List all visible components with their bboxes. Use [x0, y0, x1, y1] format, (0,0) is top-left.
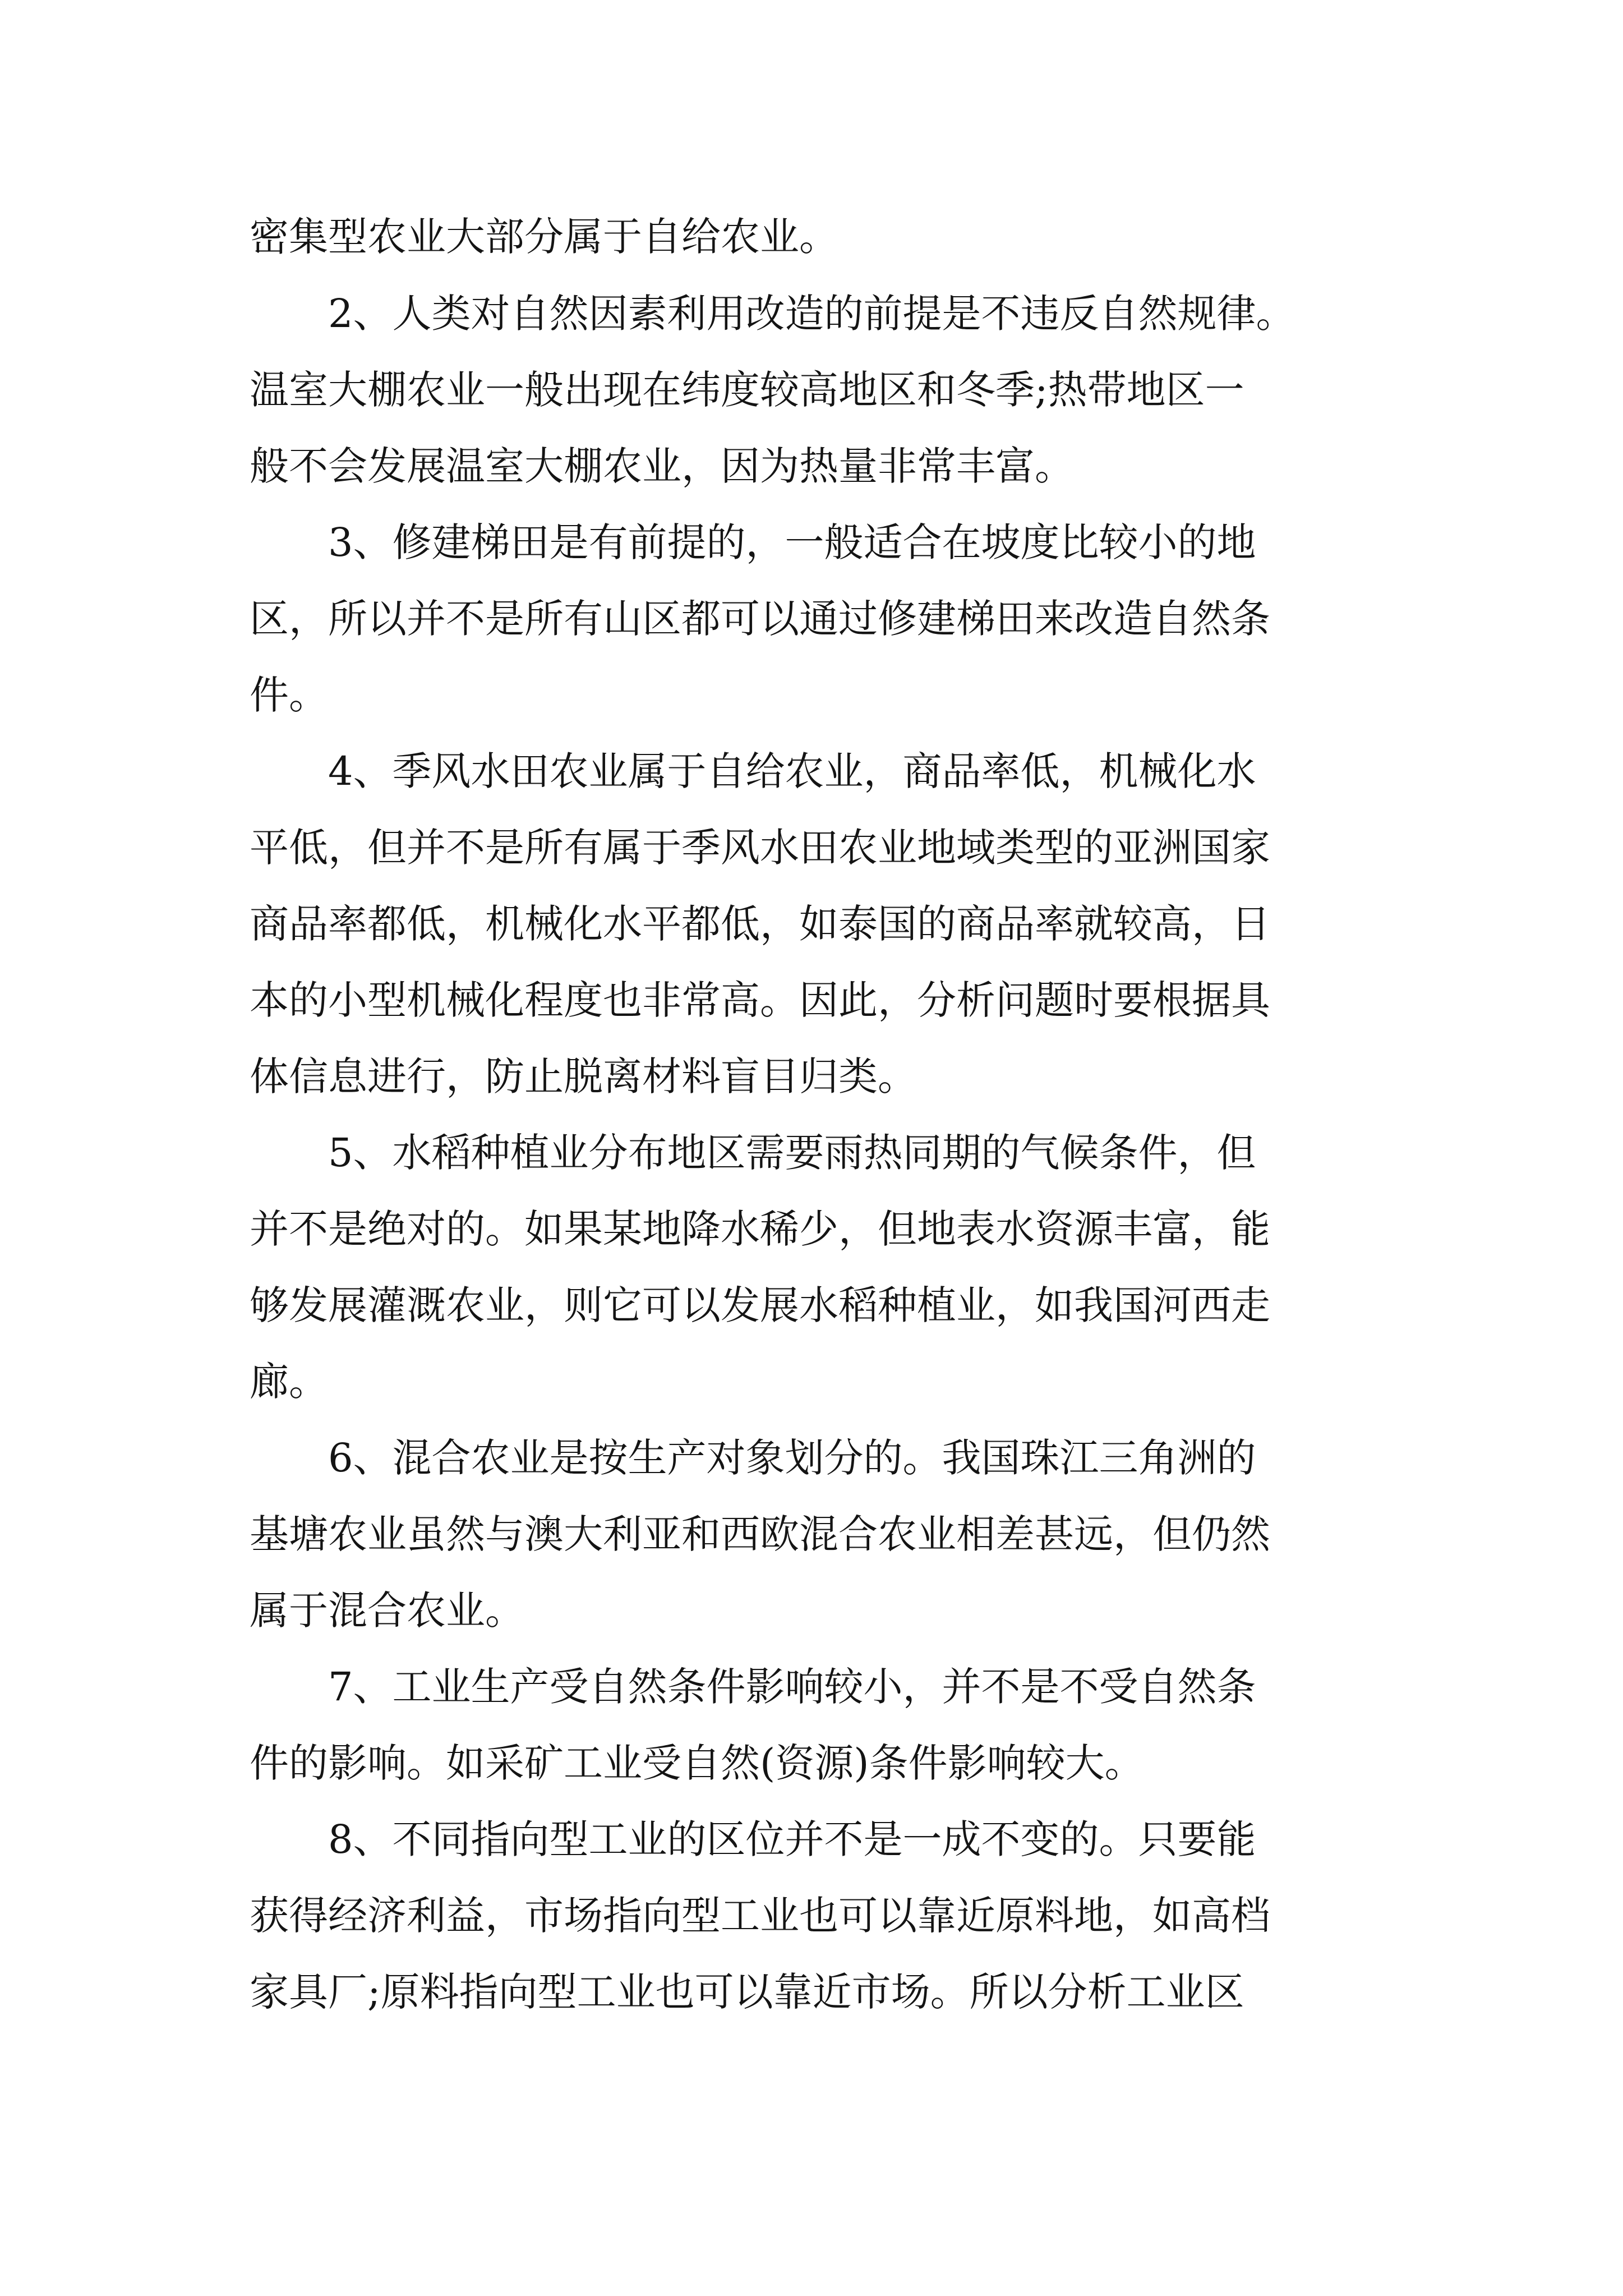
text-line: 廊。 — [250, 1359, 328, 1405]
text-line: 获得经济利益，市场指向型工业也可以靠近原料地，如高档 — [250, 1893, 1270, 1939]
text-line: 平低，但并不是所有属于季风水田农业地域类型的亚洲国家 — [250, 825, 1270, 871]
text-line: 件的影响。如采矿工业受自然(资源)条件影响较大。 — [250, 1740, 1144, 1786]
text-line: 并不是绝对的。如果某地降水稀少，但地表水资源丰富，能 — [250, 1206, 1270, 1252]
text-line: 温室大棚农业一般出现在纬度较高地区和冬季;热带地区一 — [250, 367, 1244, 413]
text-line: 商品率都低，机械化水平都低，如泰国的商品率就较高，日 — [250, 901, 1270, 947]
text-line: 件。 — [250, 672, 328, 718]
text-line: 3、修建梯田是有前提的，一般适合在坡度比较小的地 — [328, 519, 1256, 565]
text-line: 2、人类对自然因素利用改造的前提是不违反自然规律。 — [328, 291, 1295, 337]
text-line: 8、不同指向型工业的区位并不是一成不变的。只要能 — [328, 1816, 1256, 1862]
text-line: 7、工业生产受自然条件影响较小，并不是不受自然条 — [328, 1664, 1256, 1710]
text-line: 4、季风水田农业属于自给农业，商品率低，机械化水 — [328, 748, 1256, 794]
text-line: 本的小型机械化程度也非常高。因此，分析问题时要根据具 — [250, 977, 1270, 1023]
text-line: 6、混合农业是按生产对象划分的。我国珠江三角洲的 — [328, 1435, 1256, 1481]
text-line: 密集型农业大部分属于自给农业。 — [250, 214, 838, 260]
text-line: 5、水稻种植业分布地区需要雨热同期的气候条件，但 — [328, 1130, 1256, 1176]
text-line: 够发展灌溉农业，则它可以发展水稻种植业，如我国河西走 — [250, 1282, 1270, 1328]
text-line: 般不会发展温室大棚农业，因为热量非常丰富。 — [250, 443, 1074, 489]
text-line: 基塘农业虽然与澳大利亚和西欧混合农业相差甚远，但仍然 — [250, 1511, 1270, 1557]
text-line: 属于混合农业。 — [250, 1588, 524, 1634]
text-line: 体信息进行，防止脱离材料盲目归类。 — [250, 1053, 917, 1099]
text-line: 家具厂;原料指向型工业也可以靠近市场。所以分析工业区 — [250, 1969, 1244, 2015]
text-line: 区，所以并不是所有山区都可以通过修建梯田来改造自然条 — [250, 596, 1270, 642]
